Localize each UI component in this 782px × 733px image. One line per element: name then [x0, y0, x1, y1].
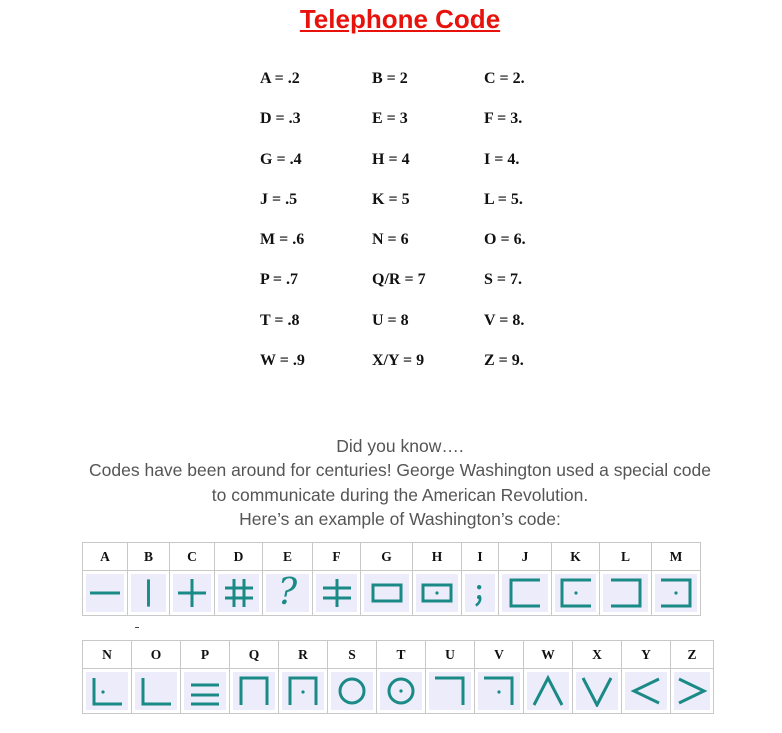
- telephone-code-entry: E = 3: [372, 110, 408, 128]
- cipher-letter-w: W: [524, 641, 573, 669]
- cipher-letter-h: H: [413, 543, 462, 571]
- telephone-code-entry: S = 7.: [484, 271, 523, 289]
- telephone-code-entry: X/Y = 9: [372, 352, 425, 370]
- cipher-cell-t: [377, 669, 426, 714]
- cipher-cell-f: [313, 571, 361, 616]
- washington-code-table-a-m: [82, 542, 701, 616]
- plus-icon: [174, 577, 210, 609]
- semicolon-icon: [465, 577, 495, 609]
- cipher-cell-l: [600, 571, 652, 616]
- telephone-code-entry: O = 6.: [484, 231, 526, 249]
- cipher-letter-x: X: [573, 641, 622, 669]
- cipher-cell-q: [230, 669, 279, 714]
- cipher-letter-q: Q: [230, 641, 279, 669]
- cipher-letter-j: J: [499, 543, 552, 571]
- did-you-know-heading: Did you know….: [336, 436, 464, 456]
- caret-down-icon: [579, 675, 615, 707]
- greater-than-icon: [674, 675, 710, 707]
- dotted-circle-icon: [383, 675, 419, 707]
- cipher-cell-z: [671, 669, 714, 714]
- telephone-code-entry: K = 5: [372, 190, 410, 208]
- telephone-code-entry: Q/R = 7: [372, 271, 426, 289]
- dotted-open-right-bracket-icon: [558, 577, 594, 609]
- dotted-open-left-bracket-icon: [658, 577, 694, 609]
- page-title: Telephone Code: [299, 4, 501, 34]
- cipher-cell-n: [83, 669, 132, 714]
- less-than-icon: [628, 675, 664, 707]
- cipher-cell-j: [499, 571, 552, 616]
- cipher-letter-l: L: [600, 543, 652, 571]
- cipher-cell-x: [573, 669, 622, 714]
- dotted-arch-icon: [285, 675, 321, 707]
- cipher-letter-y: Y: [622, 641, 671, 669]
- telephone-code-entry: W = .9: [260, 352, 305, 370]
- cipher-letter-f: F: [313, 543, 361, 571]
- cipher-letter-v: V: [475, 641, 524, 669]
- circle-icon: [334, 675, 370, 707]
- cipher-letter-k: K: [552, 543, 600, 571]
- cipher-letter-o: O: [132, 641, 181, 669]
- caret-up-icon: [530, 675, 566, 707]
- telephone-code-entry: Z = 9.: [484, 352, 524, 370]
- telephone-code-grid: [260, 70, 596, 392]
- cipher-letter-e: E: [263, 543, 313, 571]
- telephone-code-entry: L = 5.: [484, 190, 523, 208]
- cipher-cell-p: [181, 669, 230, 714]
- cipher-letter-z: Z: [671, 641, 714, 669]
- cipher-cell-v: [475, 669, 524, 714]
- telephone-code-entry: U = 8: [372, 311, 409, 329]
- did-you-know-line: Here’s an example of Washington’s code:: [239, 508, 561, 529]
- telephone-code-entry: T = .8: [260, 311, 300, 329]
- cipher-cell-m: [652, 571, 701, 616]
- cipher-cell-u: [426, 669, 475, 714]
- dash-icon: [87, 577, 123, 609]
- corner-icon: [138, 675, 174, 707]
- cipher-cell-k: [552, 571, 600, 616]
- dotted-corner-icon: [89, 675, 125, 707]
- open-right-bracket-icon: [507, 577, 543, 609]
- cipher-letter-g: G: [361, 543, 413, 571]
- telephone-code-entry: F = 3.: [484, 110, 523, 128]
- open-left-bracket-icon: [608, 577, 644, 609]
- telephone-code-entry: N = 6: [372, 231, 409, 249]
- vertical-bar-icon: [131, 577, 166, 609]
- cipher-cell-r: [279, 669, 328, 714]
- hash-icon: [221, 577, 257, 609]
- dotted-rectangle-icon: [419, 577, 455, 609]
- cipher-cell-d: [215, 571, 263, 616]
- cipher-letter-i: I: [462, 543, 499, 571]
- stray-mark: [135, 627, 139, 628]
- telephone-code-entry: J = .5: [260, 190, 298, 208]
- telephone-code-entry: P = .7: [260, 271, 299, 289]
- dotted-right-corner-icon: [481, 675, 517, 707]
- cipher-letter-c: C: [170, 543, 215, 571]
- did-you-know-line: Codes have been around for centuries! George Washington used a special code: [89, 460, 711, 481]
- cipher-cell-e: [263, 571, 313, 616]
- telephone-code-entry: B = 2: [372, 70, 408, 87]
- right-corner-icon: [432, 675, 468, 707]
- cipher-letter-d: D: [215, 543, 263, 571]
- cipher-letter-s: S: [328, 641, 377, 669]
- washington-code-table-n-z: [82, 640, 714, 714]
- cipher-cell-b: [128, 571, 170, 616]
- cipher-cell-o: [132, 669, 181, 714]
- did-you-know-line: to communicate during the American Revolution.: [211, 484, 589, 505]
- cipher-cell-c: [170, 571, 215, 616]
- did-you-know-text: [0, 434, 782, 531]
- cipher-cell-a: [83, 571, 128, 616]
- cipher-letter-m: M: [652, 543, 701, 571]
- cipher-cell-y: [622, 669, 671, 714]
- telephone-code-entry: M = .6: [260, 231, 305, 249]
- telephone-code-entry: C = 2.: [484, 70, 525, 87]
- telephone-code-entry: A = .2: [260, 70, 300, 87]
- telephone-code-entry: H = 4: [372, 150, 410, 168]
- cipher-letter-u: U: [426, 641, 475, 669]
- telephone-code-entry: I = 4.: [484, 150, 520, 168]
- cipher-letter-t: T: [377, 641, 426, 669]
- equals-icon: [187, 675, 223, 707]
- arch-icon: [236, 675, 272, 707]
- telephone-code-entry: V = 8.: [484, 311, 525, 329]
- cipher-cell-i: [462, 571, 499, 616]
- double-cross-icon: [319, 577, 355, 609]
- cipher-cell-g: [361, 571, 413, 616]
- rectangle-icon: [369, 577, 405, 609]
- cipher-cell-h: [413, 571, 462, 616]
- cipher-letter-n: N: [83, 641, 132, 669]
- cipher-letter-a: A: [83, 543, 128, 571]
- cipher-letter-r: R: [279, 641, 328, 669]
- question-mark-icon: ?: [277, 572, 298, 613]
- cipher-letter-p: P: [181, 641, 230, 669]
- telephone-code-entry: D = .3: [260, 110, 301, 128]
- cipher-cell-s: [328, 669, 377, 714]
- cipher-letter-b: B: [128, 543, 170, 571]
- telephone-code-entry: G = .4: [260, 150, 302, 168]
- cipher-cell-w: [524, 669, 573, 714]
